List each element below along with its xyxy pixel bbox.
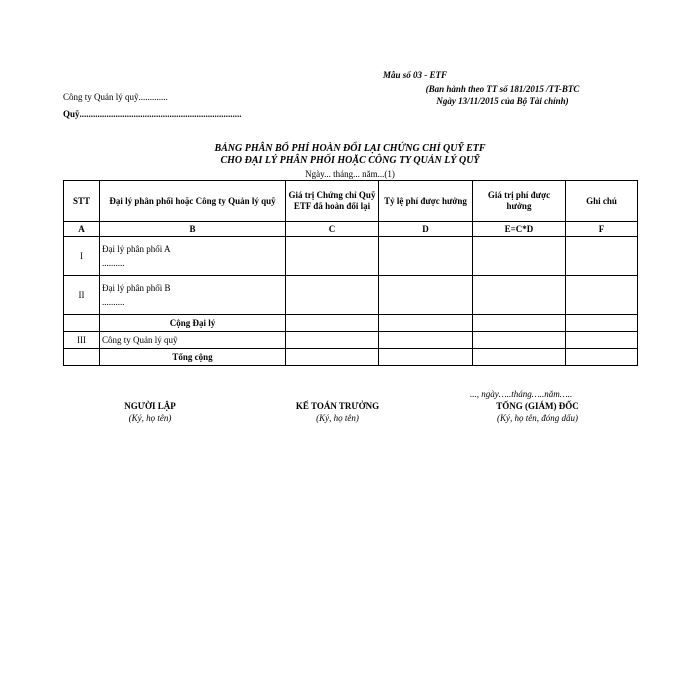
column-code: F <box>566 222 638 237</box>
row-stt: II <box>64 276 100 315</box>
signature-director <box>465 400 610 424</box>
table-row <box>64 276 638 315</box>
subtotal-row <box>64 315 638 332</box>
column-code: C <box>286 222 379 237</box>
header-agent: Đại lý phân phối hoặc Công ty Quản lý quỹ <box>100 181 286 222</box>
signature-accountant <box>275 400 400 424</box>
signature-role: KẾ TOÁN TRƯỞNG <box>295 401 380 411</box>
document-title-line-2: CHO ĐẠI LÝ PHÂN PHỐI HOẶC CÔNG TY QUẢN LÝ QUỸ <box>220 155 480 166</box>
signature-date: ..., ngày…..tháng…..năm….. <box>470 389 573 399</box>
empty-cell[interactable] <box>566 276 638 315</box>
company-name: Công ty Quản lý quỹ............. <box>63 92 168 102</box>
empty-cell[interactable] <box>473 237 566 276</box>
empty-cell[interactable] <box>286 237 379 276</box>
total-row <box>64 349 638 366</box>
signature-role: NGƯỜI LẬP <box>124 401 176 411</box>
empty-cell[interactable] <box>379 332 473 349</box>
company-row <box>64 332 638 349</box>
empty-cell[interactable] <box>379 276 473 315</box>
signature-role: TỔNG (GIÁM) ĐỐC <box>496 401 579 411</box>
company-row-name: Công ty Quản lý quỹ <box>100 332 286 349</box>
empty-cell[interactable] <box>473 276 566 315</box>
empty-cell[interactable] <box>286 349 379 366</box>
column-code: B <box>100 222 286 237</box>
empty-cell <box>64 315 100 332</box>
empty-cell[interactable] <box>566 332 638 349</box>
empty-cell[interactable] <box>379 349 473 366</box>
empty-cell[interactable] <box>473 315 566 332</box>
column-code: E=C*D <box>473 222 566 237</box>
header-note: Ghi chú <box>566 181 638 222</box>
header-redeemed-value: Giá trị Chứng chỉ Quỹ ETF đã hoàn đổi lại <box>286 181 379 222</box>
empty-cell[interactable] <box>566 349 638 366</box>
fund-name: Quỹ........................................................................ <box>63 109 242 119</box>
row-agent-dots: .......... <box>102 258 125 268</box>
subtotal-label: Cộng Đại lý <box>100 315 286 332</box>
signature-note: (Ký, họ tên) <box>316 413 359 423</box>
row-stt: I <box>64 237 100 276</box>
empty-cell[interactable] <box>473 332 566 349</box>
row-agent-cell <box>100 276 286 315</box>
header-stt: STT <box>64 181 100 222</box>
empty-cell[interactable] <box>286 332 379 349</box>
signature-note: (Ký, họ tên) <box>128 413 172 423</box>
column-code-row <box>64 222 638 237</box>
empty-cell[interactable] <box>566 237 638 276</box>
table-row <box>64 237 638 276</box>
form-reference <box>410 83 595 107</box>
total-label: Tổng cộng <box>100 349 286 366</box>
form-reference-line-2: Ngày 13/11/2015 của Bộ Tài chính) <box>436 96 569 106</box>
signature-note: (Ký, họ tên, đóng dấu) <box>497 413 578 423</box>
column-code: D <box>379 222 473 237</box>
row-stt: III <box>64 332 100 349</box>
header-fee-rate: Tỷ lệ phí được hưởng <box>379 181 473 222</box>
empty-cell[interactable] <box>566 315 638 332</box>
column-code: A <box>64 222 100 237</box>
row-agent-name: Đại lý phân phối B <box>102 283 171 293</box>
row-agent-cell <box>100 237 286 276</box>
allocation-table <box>63 180 638 366</box>
empty-cell[interactable] <box>379 237 473 276</box>
row-agent-dots: .......... <box>102 297 125 307</box>
header-fee-value: Giá trị phí được hưởng <box>473 181 566 222</box>
table-header-row <box>64 181 638 222</box>
document-title-line-1: BẢNG PHÂN BỔ PHÍ HOÀN ĐỔI LẠI CHỨNG CHỈ QUỸ ETF <box>214 143 486 154</box>
form-number: Mẫu số 03 - ETF <box>382 70 447 80</box>
empty-cell[interactable] <box>286 276 379 315</box>
report-date: Ngày... tháng... năm...(1) <box>305 169 395 179</box>
empty-cell[interactable] <box>286 315 379 332</box>
row-agent-name: Đại lý phân phối A <box>102 244 171 254</box>
empty-cell <box>64 349 100 366</box>
form-reference-line-1: (Ban hành theo TT số 181/2015 /TT-BTC <box>425 84 580 94</box>
signature-preparer <box>100 400 200 424</box>
empty-cell[interactable] <box>379 315 473 332</box>
empty-cell[interactable] <box>473 349 566 366</box>
